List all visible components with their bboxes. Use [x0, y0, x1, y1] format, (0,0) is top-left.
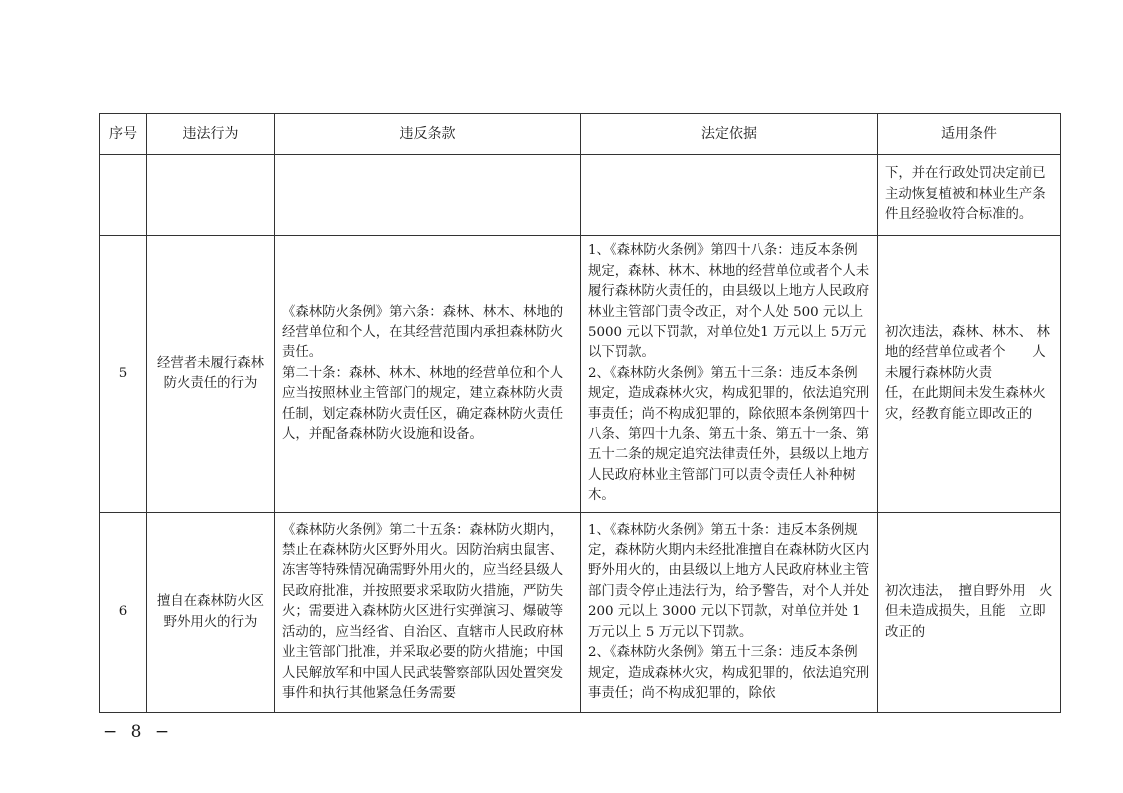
- header-applicable-conditions: 适用条件: [878, 114, 1061, 155]
- row-violation: 擅自在森林防火区野外用火的行为: [147, 513, 275, 713]
- row-violation: 经营者未履行森林防火责任的行为: [147, 236, 275, 513]
- header-legal-basis: 法定依据: [581, 114, 878, 155]
- header-violation: 违法行为: [147, 114, 275, 155]
- row-applicable-conditions: 下，并在行政处罚决定前已主动恢复植被和林业生产条件且经验收符合标准的。: [878, 155, 1061, 236]
- row-serial-number: [100, 155, 147, 236]
- row-applicable-conditions: 初次违法， 擅自野外用 火但未造成损失，且能 立即改正的: [878, 513, 1061, 713]
- page-number: − 8 −: [103, 722, 174, 742]
- table-row: [100, 155, 1061, 236]
- table-row: [100, 513, 1061, 713]
- row-legal-basis: 1、《森林防火条例》第五十条：违反本条例规定，森林防火期内未经批准擅自在森林防火区内野外用火的，由县级以上地方人民政府林业主管部门责令停止违法行为，给予警告，对个人并处 200 元以上 3000 元以下罚款，对单位并处 1 万元以上 5 万元以下罚款。 2、《森林防火条例》第五十三条：违反本条例规定，造成森林火灾，构成犯罪的，依法追究刑事责任；尚不构成犯罪的，除依: [581, 513, 878, 713]
- header-serial-number: 序号: [100, 114, 147, 155]
- row-applicable-conditions: 初次违法，森林、林木、 林地的经营单位或者个 人未履行森林防火责 任，在此期间未发生森林火灾，经教育能立即改正的: [878, 236, 1061, 513]
- table-row: [100, 236, 1061, 513]
- row-legal-basis: 1、《森林防火条例》第四十八条：违反本条例规定，森林、林木、林地的经营单位或者个人未履行森林防火责任的，由县级以上地方人民政府林业主管部门责令改正，对个人处 500 元以上 5000 元以下罚款，对单位处1 万元以上 5万元以下罚款。 2、《森林防火条例》第五十三条：违反本条例规定，造成森林火灾，构成犯罪的，依法追究刑事责任；尚不构成犯罪的，除依照本条例第四十八条、第四十九条、第五十条、第五十一条、第五十二条的规定追究法律责任外，县级以上地方人民政府林业主管部门可以责令责任人补种树木。: [581, 236, 878, 513]
- penalty-table: [99, 113, 1061, 713]
- row-violation: [147, 155, 275, 236]
- row-serial-number: 5: [100, 236, 147, 513]
- header-violated-clause: 违反条款: [275, 114, 581, 155]
- row-legal-basis: [581, 155, 878, 236]
- table-header-row: [100, 114, 1061, 155]
- row-serial-number: 6: [100, 513, 147, 713]
- row-violated-clause: 《森林防火条例》第二十五条：森林防火期内，禁止在森林防火区野外用火。因防治病虫鼠害、冻害等特殊情况确需野外用火的，应当经县级人民政府批准，并按照要求采取防火措施，严防失火；需要进入森林防火区进行实弹演习、爆破等活动的，应当经省、自治区、直辖市人民政府林业主管部门批准，并采取必要的防火措施；中国人民解放军和中国人民武装警察部队因处置突发事件和执行其他紧急任务需要: [275, 513, 581, 713]
- row-violated-clause: 《森林防火条例》第六条：森林、林木、林地的经营单位和个人，在其经营范围内承担森林防火责任。 第二十条：森林、林木、林地的经营单位和个人应当按照林业主管部门的规定，建立森林防火责任制，划定森林防火责任区，确定森林防火责任人，并配备森林防火设施和设备。: [275, 236, 581, 513]
- row-violated-clause: [275, 155, 581, 236]
